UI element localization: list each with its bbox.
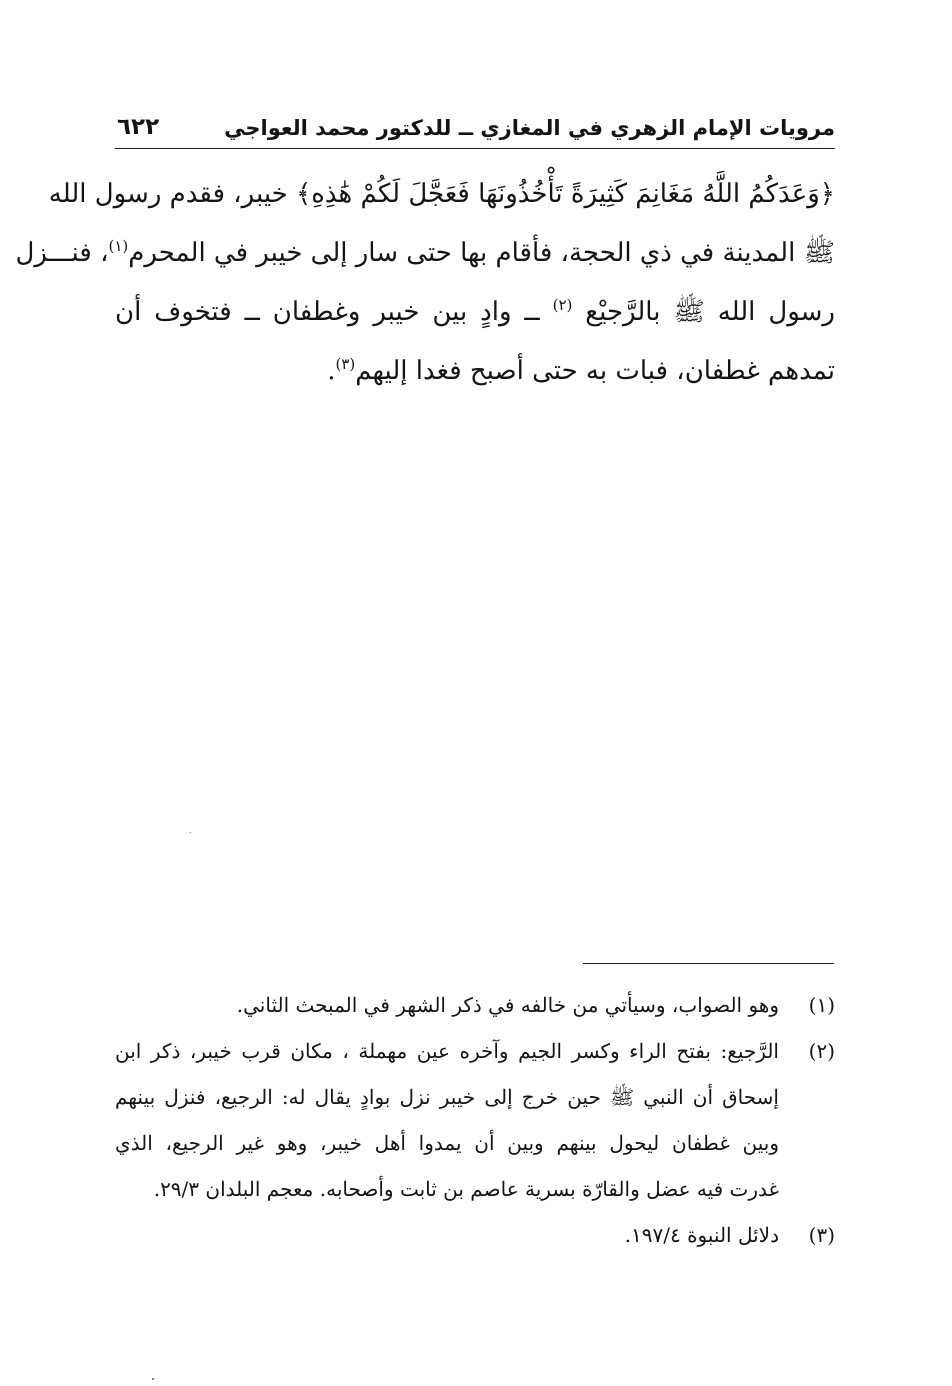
footnote-ref-1[interactable]: (١) <box>108 237 129 255</box>
footnote-text: وهو الصواب، وسيأتي من خالفه في ذكر الشهر في المبحث الثاني. <box>236 993 779 1017</box>
footnote-separator <box>583 963 834 964</box>
quran-verse: ﴿وَعَدَكُمُ اللَّهُ مَغَانِمَ كَثِيرَةً تَأْخُذُونَهَا فَعَجَّلَ لَكُمْ هَٰذِهِ﴾ <box>296 179 835 209</box>
footnote-ref-2[interactable]: (٢) <box>552 296 573 314</box>
running-title: مرويات الإمام الزهري في المغازي ــ للدكتور محمد العواجي <box>224 116 835 140</box>
footnotes <box>115 982 835 1258</box>
footnote-2-continued <box>115 1120 835 1166</box>
text-segment: . <box>327 356 336 386</box>
footnote-number: (٣) <box>808 1223 835 1247</box>
text-segment: رسول الله ﷺ بالرَّجيْع <box>585 297 835 327</box>
footnote-text: دلائل النبوة ١٩٧/٤. <box>624 1223 779 1247</box>
scan-speck <box>152 1378 154 1380</box>
footnote-2 <box>115 1028 835 1074</box>
text-line-4 <box>115 342 835 401</box>
footnote-text: وبين غطفان ليحول بينهم وبين أن يمدوا أهل خيبر، وهو غير الرجيع، الذي <box>115 1131 779 1155</box>
text-segment: ــ وادٍ بين خيبر وغطفان ــ فتخوف أن <box>115 297 540 327</box>
text-segment: خيبر، فقدم رسول الله <box>48 179 288 209</box>
footnote-number: (١) <box>808 993 835 1017</box>
footnote-1 <box>115 982 835 1028</box>
text-line-1 <box>48 165 835 224</box>
footnote-text: غدرت فيه عضل والقارّة بسرية عاصم بن ثابت وأصحابه. معجم البلدان ٢٩/٣. <box>153 1177 779 1201</box>
text-segment: ، فنـــزل <box>15 238 109 268</box>
text-line-3 <box>115 283 835 342</box>
scan-speck <box>190 832 191 833</box>
page-header <box>115 112 835 149</box>
footnote-2-continued <box>115 1074 835 1120</box>
footnote-text: إسحاق أن النبي ﷺ حين خرج إلى خيبر نزل بوادٍ يقال له: الرجيع، فنزل بينهم <box>115 1085 779 1109</box>
text-segment: ﷺ المدينة في ذي الحجة، فأقام بها حتى سار إلى خيبر في المحرم <box>128 238 835 268</box>
footnote-ref-3[interactable]: (٣) <box>335 355 356 373</box>
footnote-text: الرَّجيع: بفتح الراء وكسر الجيم وآخره عين مهملة ، مكان قرب خيبر، ذكر ابن <box>115 1039 779 1063</box>
text-segment: تمدهم غطفان، فبات به حتى أصبح فغدا إليهم <box>355 356 835 386</box>
page-number: ٦٢٢ <box>117 114 160 140</box>
footnote-3 <box>115 1212 835 1258</box>
main-text <box>15 165 835 401</box>
footnote-2-continued <box>115 1166 835 1212</box>
footnote-number: (٢) <box>808 1039 835 1063</box>
text-line-2 <box>15 224 835 283</box>
